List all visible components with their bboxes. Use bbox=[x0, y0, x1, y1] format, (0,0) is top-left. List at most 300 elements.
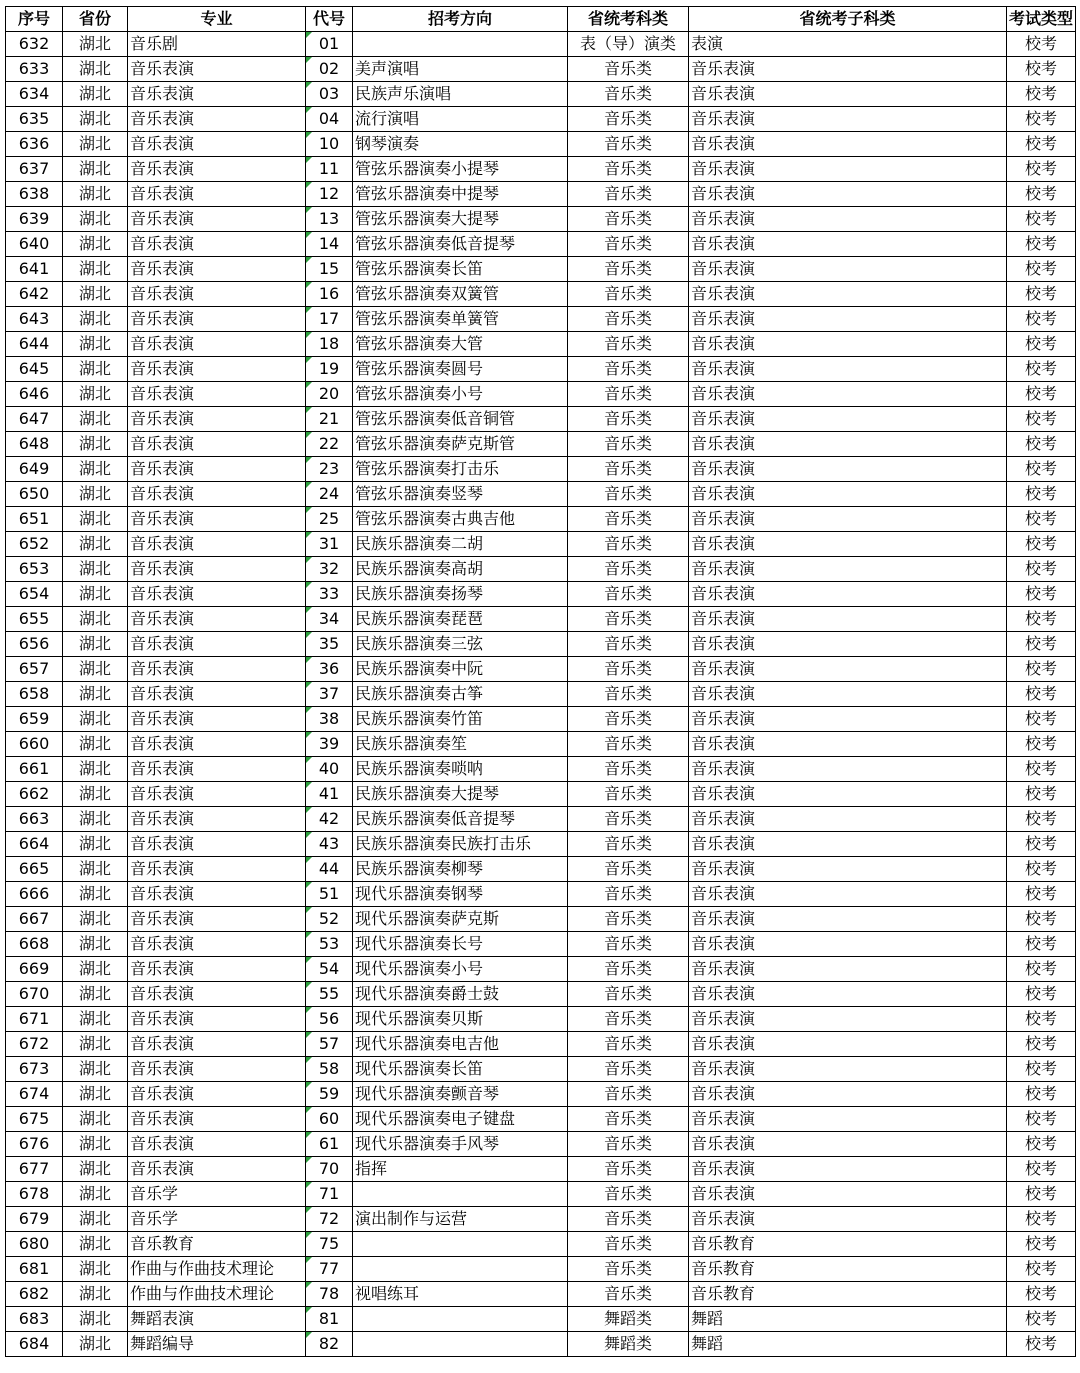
cell-code: 77 bbox=[306, 1257, 353, 1282]
table-row bbox=[6, 207, 1076, 232]
cell-province: 湖北 bbox=[63, 307, 128, 332]
cell-exam-type: 校考 bbox=[1007, 807, 1076, 832]
cell-exam-type: 校考 bbox=[1007, 932, 1076, 957]
cell-province: 湖北 bbox=[63, 832, 128, 857]
cell-exam-type: 校考 bbox=[1007, 1157, 1076, 1182]
cell-exam-type: 校考 bbox=[1007, 1132, 1076, 1157]
cell-direction: 现代乐器演奏颤音琴 bbox=[353, 1082, 568, 1107]
cell-province: 湖北 bbox=[63, 1182, 128, 1207]
table-row bbox=[6, 157, 1076, 182]
cell-exam-subcategory: 音乐表演 bbox=[689, 757, 1007, 782]
cell-exam-category: 音乐类 bbox=[568, 782, 689, 807]
cell-code: 54 bbox=[306, 957, 353, 982]
cell-exam-category: 音乐类 bbox=[568, 1182, 689, 1207]
header-direction: 招考方向 bbox=[353, 7, 568, 32]
cell-direction: 民族乐器演奏三弦 bbox=[353, 632, 568, 657]
cell-major: 音乐表演 bbox=[128, 1082, 306, 1107]
cell-index: 640 bbox=[6, 232, 63, 257]
admissions-table bbox=[5, 6, 1076, 1357]
table-row bbox=[6, 732, 1076, 757]
cell-major: 音乐表演 bbox=[128, 82, 306, 107]
cell-index: 659 bbox=[6, 707, 63, 732]
cell-index: 684 bbox=[6, 1332, 63, 1357]
cell-province: 湖北 bbox=[63, 382, 128, 407]
cell-index: 665 bbox=[6, 857, 63, 882]
cell-exam-category: 音乐类 bbox=[568, 207, 689, 232]
cell-index: 641 bbox=[6, 257, 63, 282]
cell-major: 音乐表演 bbox=[128, 857, 306, 882]
cell-exam-category: 音乐类 bbox=[568, 1082, 689, 1107]
cell-province: 湖北 bbox=[63, 457, 128, 482]
cell-major: 音乐表演 bbox=[128, 882, 306, 907]
cell-code: 24 bbox=[306, 482, 353, 507]
cell-direction bbox=[353, 32, 568, 57]
cell-exam-category: 音乐类 bbox=[568, 732, 689, 757]
table-row bbox=[6, 82, 1076, 107]
cell-exam-category: 音乐类 bbox=[568, 182, 689, 207]
cell-exam-type: 校考 bbox=[1007, 1307, 1076, 1332]
cell-exam-subcategory: 音乐表演 bbox=[689, 932, 1007, 957]
cell-direction: 视唱练耳 bbox=[353, 1282, 568, 1307]
table-row bbox=[6, 407, 1076, 432]
cell-province: 湖北 bbox=[63, 882, 128, 907]
cell-index: 655 bbox=[6, 607, 63, 632]
table-row bbox=[6, 57, 1076, 82]
cell-exam-category: 音乐类 bbox=[568, 657, 689, 682]
cell-major: 音乐表演 bbox=[128, 457, 306, 482]
cell-direction: 管弦乐器演奏圆号 bbox=[353, 357, 568, 382]
cell-code: 81 bbox=[306, 1307, 353, 1332]
cell-code: 23 bbox=[306, 457, 353, 482]
table-row bbox=[6, 807, 1076, 832]
cell-code: 33 bbox=[306, 582, 353, 607]
cell-code: 52 bbox=[306, 907, 353, 932]
cell-exam-subcategory: 音乐表演 bbox=[689, 632, 1007, 657]
cell-province: 湖北 bbox=[63, 507, 128, 532]
cell-exam-subcategory: 音乐表演 bbox=[689, 782, 1007, 807]
cell-index: 682 bbox=[6, 1282, 63, 1307]
cell-exam-subcategory: 音乐表演 bbox=[689, 232, 1007, 257]
cell-major: 音乐表演 bbox=[128, 232, 306, 257]
cell-major: 音乐表演 bbox=[128, 807, 306, 832]
cell-major: 音乐表演 bbox=[128, 832, 306, 857]
table-row bbox=[6, 607, 1076, 632]
cell-code: 82 bbox=[306, 1332, 353, 1357]
table-row bbox=[6, 232, 1076, 257]
cell-exam-subcategory: 音乐表演 bbox=[689, 857, 1007, 882]
cell-index: 654 bbox=[6, 582, 63, 607]
cell-direction: 民族声乐演唱 bbox=[353, 82, 568, 107]
header-exam-subcategory: 省统考子科类 bbox=[689, 7, 1007, 32]
table-row bbox=[6, 1082, 1076, 1107]
cell-exam-category: 音乐类 bbox=[568, 982, 689, 1007]
cell-major: 音乐表演 bbox=[128, 782, 306, 807]
cell-code: 61 bbox=[306, 1132, 353, 1157]
cell-exam-type: 校考 bbox=[1007, 707, 1076, 732]
cell-direction: 现代乐器演奏手风琴 bbox=[353, 1132, 568, 1157]
cell-code: 16 bbox=[306, 282, 353, 307]
cell-exam-type: 校考 bbox=[1007, 407, 1076, 432]
table-row bbox=[6, 1032, 1076, 1057]
cell-index: 671 bbox=[6, 1007, 63, 1032]
cell-exam-category: 音乐类 bbox=[568, 882, 689, 907]
table-row bbox=[6, 357, 1076, 382]
cell-exam-type: 校考 bbox=[1007, 1207, 1076, 1232]
cell-province: 湖北 bbox=[63, 1207, 128, 1232]
cell-direction: 管弦乐器演奏中提琴 bbox=[353, 182, 568, 207]
table-row bbox=[6, 332, 1076, 357]
cell-major: 作曲与作曲技术理论 bbox=[128, 1257, 306, 1282]
cell-exam-category: 音乐类 bbox=[568, 932, 689, 957]
cell-exam-type: 校考 bbox=[1007, 1182, 1076, 1207]
cell-index: 652 bbox=[6, 532, 63, 557]
table-row bbox=[6, 1332, 1076, 1357]
cell-direction bbox=[353, 1257, 568, 1282]
cell-exam-type: 校考 bbox=[1007, 82, 1076, 107]
cell-province: 湖北 bbox=[63, 657, 128, 682]
cell-province: 湖北 bbox=[63, 757, 128, 782]
cell-major: 音乐学 bbox=[128, 1182, 306, 1207]
cell-index: 681 bbox=[6, 1257, 63, 1282]
cell-exam-category: 音乐类 bbox=[568, 1282, 689, 1307]
cell-code: 36 bbox=[306, 657, 353, 682]
cell-province: 湖北 bbox=[63, 257, 128, 282]
cell-index: 649 bbox=[6, 457, 63, 482]
cell-major: 音乐表演 bbox=[128, 382, 306, 407]
table-row bbox=[6, 432, 1076, 457]
cell-direction bbox=[353, 1232, 568, 1257]
header-index: 序号 bbox=[6, 7, 63, 32]
cell-code: 10 bbox=[306, 132, 353, 157]
cell-direction: 管弦乐器演奏大管 bbox=[353, 332, 568, 357]
cell-index: 642 bbox=[6, 282, 63, 307]
cell-province: 湖北 bbox=[63, 582, 128, 607]
cell-code: 03 bbox=[306, 82, 353, 107]
cell-exam-subcategory: 音乐表演 bbox=[689, 207, 1007, 232]
cell-major: 音乐表演 bbox=[128, 1057, 306, 1082]
cell-direction: 管弦乐器演奏长笛 bbox=[353, 257, 568, 282]
cell-direction: 管弦乐器演奏双簧管 bbox=[353, 282, 568, 307]
cell-index: 675 bbox=[6, 1107, 63, 1132]
cell-province: 湖北 bbox=[63, 557, 128, 582]
cell-code: 37 bbox=[306, 682, 353, 707]
cell-exam-subcategory: 音乐表演 bbox=[689, 107, 1007, 132]
cell-direction: 民族乐器演奏低音提琴 bbox=[353, 807, 568, 832]
cell-exam-subcategory: 音乐表演 bbox=[689, 732, 1007, 757]
cell-code: 51 bbox=[306, 882, 353, 907]
cell-exam-type: 校考 bbox=[1007, 307, 1076, 332]
cell-exam-category: 音乐类 bbox=[568, 1232, 689, 1257]
cell-exam-category: 音乐类 bbox=[568, 632, 689, 657]
cell-exam-type: 校考 bbox=[1007, 982, 1076, 1007]
cell-direction: 民族乐器演奏大提琴 bbox=[353, 782, 568, 807]
cell-exam-subcategory: 音乐表演 bbox=[689, 1082, 1007, 1107]
cell-major: 音乐表演 bbox=[128, 1107, 306, 1132]
cell-index: 657 bbox=[6, 657, 63, 682]
cell-exam-category: 音乐类 bbox=[568, 807, 689, 832]
cell-exam-type: 校考 bbox=[1007, 607, 1076, 632]
cell-exam-category: 音乐类 bbox=[568, 957, 689, 982]
cell-exam-category: 音乐类 bbox=[568, 407, 689, 432]
table-row bbox=[6, 1282, 1076, 1307]
cell-code: 39 bbox=[306, 732, 353, 757]
table-row bbox=[6, 1007, 1076, 1032]
cell-exam-type: 校考 bbox=[1007, 32, 1076, 57]
cell-province: 湖北 bbox=[63, 532, 128, 557]
cell-code: 34 bbox=[306, 607, 353, 632]
cell-exam-category: 音乐类 bbox=[568, 832, 689, 857]
cell-exam-type: 校考 bbox=[1007, 757, 1076, 782]
cell-code: 75 bbox=[306, 1232, 353, 1257]
cell-province: 湖北 bbox=[63, 432, 128, 457]
cell-exam-category: 音乐类 bbox=[568, 57, 689, 82]
cell-direction: 现代乐器演奏长笛 bbox=[353, 1057, 568, 1082]
cell-major: 音乐表演 bbox=[128, 357, 306, 382]
table-row bbox=[6, 982, 1076, 1007]
cell-index: 635 bbox=[6, 107, 63, 132]
table-row bbox=[6, 532, 1076, 557]
cell-code: 14 bbox=[306, 232, 353, 257]
cell-direction: 管弦乐器演奏低音提琴 bbox=[353, 232, 568, 257]
cell-direction: 现代乐器演奏爵士鼓 bbox=[353, 982, 568, 1007]
cell-index: 673 bbox=[6, 1057, 63, 1082]
table-row bbox=[6, 182, 1076, 207]
cell-major: 音乐表演 bbox=[128, 1132, 306, 1157]
table-row bbox=[6, 632, 1076, 657]
cell-index: 633 bbox=[6, 57, 63, 82]
cell-exam-category: 音乐类 bbox=[568, 357, 689, 382]
cell-exam-category: 音乐类 bbox=[568, 482, 689, 507]
cell-exam-subcategory: 音乐表演 bbox=[689, 707, 1007, 732]
cell-exam-category: 音乐类 bbox=[568, 532, 689, 557]
header-province: 省份 bbox=[63, 7, 128, 32]
cell-major: 音乐表演 bbox=[128, 432, 306, 457]
cell-index: 661 bbox=[6, 757, 63, 782]
cell-index: 648 bbox=[6, 432, 63, 457]
cell-direction: 民族乐器演奏高胡 bbox=[353, 557, 568, 582]
cell-province: 湖北 bbox=[63, 682, 128, 707]
cell-index: 664 bbox=[6, 832, 63, 857]
cell-index: 650 bbox=[6, 482, 63, 507]
table-row bbox=[6, 907, 1076, 932]
cell-exam-type: 校考 bbox=[1007, 432, 1076, 457]
cell-code: 40 bbox=[306, 757, 353, 782]
cell-exam-category: 音乐类 bbox=[568, 1107, 689, 1132]
cell-province: 湖北 bbox=[63, 807, 128, 832]
cell-exam-category: 音乐类 bbox=[568, 282, 689, 307]
cell-province: 湖北 bbox=[63, 107, 128, 132]
cell-exam-subcategory: 音乐表演 bbox=[689, 1107, 1007, 1132]
cell-code: 72 bbox=[306, 1207, 353, 1232]
cell-index: 662 bbox=[6, 782, 63, 807]
cell-exam-subcategory: 音乐表演 bbox=[689, 1032, 1007, 1057]
cell-exam-subcategory: 音乐表演 bbox=[689, 682, 1007, 707]
cell-index: 645 bbox=[6, 357, 63, 382]
cell-province: 湖北 bbox=[63, 132, 128, 157]
cell-major: 音乐表演 bbox=[128, 1157, 306, 1182]
table-row bbox=[6, 507, 1076, 532]
cell-province: 湖北 bbox=[63, 957, 128, 982]
cell-exam-subcategory: 音乐表演 bbox=[689, 282, 1007, 307]
cell-exam-type: 校考 bbox=[1007, 532, 1076, 557]
cell-index: 646 bbox=[6, 382, 63, 407]
cell-code: 59 bbox=[306, 1082, 353, 1107]
cell-code: 32 bbox=[306, 557, 353, 582]
cell-exam-subcategory: 音乐表演 bbox=[689, 357, 1007, 382]
header-major: 专业 bbox=[128, 7, 306, 32]
cell-province: 湖北 bbox=[63, 57, 128, 82]
cell-exam-type: 校考 bbox=[1007, 1007, 1076, 1032]
cell-exam-type: 校考 bbox=[1007, 557, 1076, 582]
cell-major: 音乐表演 bbox=[128, 332, 306, 357]
cell-exam-subcategory: 音乐表演 bbox=[689, 1132, 1007, 1157]
cell-exam-subcategory: 音乐表演 bbox=[689, 907, 1007, 932]
cell-exam-category: 音乐类 bbox=[568, 1207, 689, 1232]
cell-exam-category: 音乐类 bbox=[568, 1007, 689, 1032]
cell-direction: 民族乐器演奏琵琶 bbox=[353, 607, 568, 632]
cell-exam-type: 校考 bbox=[1007, 357, 1076, 382]
cell-exam-subcategory: 音乐表演 bbox=[689, 182, 1007, 207]
cell-exam-category: 音乐类 bbox=[568, 307, 689, 332]
cell-province: 湖北 bbox=[63, 1257, 128, 1282]
cell-exam-category: 音乐类 bbox=[568, 1157, 689, 1182]
cell-major: 音乐表演 bbox=[128, 157, 306, 182]
cell-province: 湖北 bbox=[63, 32, 128, 57]
cell-code: 58 bbox=[306, 1057, 353, 1082]
cell-index: 639 bbox=[6, 207, 63, 232]
table-row bbox=[6, 132, 1076, 157]
cell-province: 湖北 bbox=[63, 1007, 128, 1032]
cell-code: 17 bbox=[306, 307, 353, 332]
cell-province: 湖北 bbox=[63, 482, 128, 507]
cell-exam-subcategory: 音乐表演 bbox=[689, 482, 1007, 507]
cell-province: 湖北 bbox=[63, 1057, 128, 1082]
cell-exam-subcategory: 音乐表演 bbox=[689, 1207, 1007, 1232]
cell-major: 音乐表演 bbox=[128, 757, 306, 782]
cell-province: 湖北 bbox=[63, 407, 128, 432]
cell-exam-type: 校考 bbox=[1007, 632, 1076, 657]
cell-code: 42 bbox=[306, 807, 353, 832]
cell-major: 音乐表演 bbox=[128, 257, 306, 282]
cell-exam-type: 校考 bbox=[1007, 732, 1076, 757]
table-row bbox=[6, 307, 1076, 332]
cell-exam-type: 校考 bbox=[1007, 507, 1076, 532]
cell-code: 19 bbox=[306, 357, 353, 382]
cell-major: 音乐表演 bbox=[128, 282, 306, 307]
cell-direction: 民族乐器演奏二胡 bbox=[353, 532, 568, 557]
cell-index: 643 bbox=[6, 307, 63, 332]
table-row bbox=[6, 582, 1076, 607]
cell-major: 舞蹈编导 bbox=[128, 1332, 306, 1357]
cell-major: 音乐表演 bbox=[128, 607, 306, 632]
cell-major: 音乐教育 bbox=[128, 1232, 306, 1257]
cell-code: 70 bbox=[306, 1157, 353, 1182]
cell-exam-subcategory: 音乐表演 bbox=[689, 1007, 1007, 1032]
table-row bbox=[6, 282, 1076, 307]
cell-exam-subcategory: 音乐表演 bbox=[689, 407, 1007, 432]
cell-province: 湖北 bbox=[63, 907, 128, 932]
cell-exam-type: 校考 bbox=[1007, 957, 1076, 982]
cell-exam-type: 校考 bbox=[1007, 832, 1076, 857]
cell-major: 音乐表演 bbox=[128, 557, 306, 582]
cell-direction: 管弦乐器演奏小号 bbox=[353, 382, 568, 407]
cell-province: 湖北 bbox=[63, 82, 128, 107]
cell-direction: 管弦乐器演奏古典吉他 bbox=[353, 507, 568, 532]
cell-direction: 管弦乐器演奏低音铜管 bbox=[353, 407, 568, 432]
cell-province: 湖北 bbox=[63, 1082, 128, 1107]
cell-index: 674 bbox=[6, 1082, 63, 1107]
cell-code: 02 bbox=[306, 57, 353, 82]
table-row bbox=[6, 1182, 1076, 1207]
cell-exam-category: 音乐类 bbox=[568, 757, 689, 782]
cell-direction bbox=[353, 1332, 568, 1357]
cell-exam-subcategory: 音乐表演 bbox=[689, 57, 1007, 82]
cell-exam-subcategory: 音乐表演 bbox=[689, 157, 1007, 182]
cell-exam-subcategory: 音乐表演 bbox=[689, 607, 1007, 632]
cell-direction: 演出制作与运营 bbox=[353, 1207, 568, 1232]
table-row bbox=[6, 107, 1076, 132]
cell-major: 音乐表演 bbox=[128, 507, 306, 532]
cell-exam-type: 校考 bbox=[1007, 282, 1076, 307]
cell-code: 53 bbox=[306, 932, 353, 957]
cell-province: 湖北 bbox=[63, 732, 128, 757]
table-row bbox=[6, 782, 1076, 807]
cell-exam-subcategory: 音乐表演 bbox=[689, 432, 1007, 457]
table-row bbox=[6, 957, 1076, 982]
cell-exam-subcategory: 音乐表演 bbox=[689, 882, 1007, 907]
cell-exam-subcategory: 音乐表演 bbox=[689, 82, 1007, 107]
cell-exam-subcategory: 音乐表演 bbox=[689, 657, 1007, 682]
cell-exam-type: 校考 bbox=[1007, 57, 1076, 82]
cell-exam-category: 音乐类 bbox=[568, 157, 689, 182]
cell-major: 音乐表演 bbox=[128, 1032, 306, 1057]
cell-direction: 钢琴演奏 bbox=[353, 132, 568, 157]
cell-code: 57 bbox=[306, 1032, 353, 1057]
cell-exam-type: 校考 bbox=[1007, 457, 1076, 482]
cell-exam-type: 校考 bbox=[1007, 132, 1076, 157]
cell-exam-category: 音乐类 bbox=[568, 857, 689, 882]
cell-major: 音乐表演 bbox=[128, 657, 306, 682]
cell-exam-type: 校考 bbox=[1007, 382, 1076, 407]
cell-exam-category: 音乐类 bbox=[568, 507, 689, 532]
cell-code: 01 bbox=[306, 32, 353, 57]
cell-exam-type: 校考 bbox=[1007, 1107, 1076, 1132]
cell-code: 55 bbox=[306, 982, 353, 1007]
table-row bbox=[6, 1057, 1076, 1082]
cell-province: 湖北 bbox=[63, 932, 128, 957]
cell-direction: 管弦乐器演奏大提琴 bbox=[353, 207, 568, 232]
cell-exam-category: 音乐类 bbox=[568, 582, 689, 607]
header-code: 代号 bbox=[306, 7, 353, 32]
cell-exam-subcategory: 音乐表演 bbox=[689, 1057, 1007, 1082]
table-row bbox=[6, 1207, 1076, 1232]
cell-exam-type: 校考 bbox=[1007, 682, 1076, 707]
cell-major: 音乐表演 bbox=[128, 707, 306, 732]
cell-province: 湖北 bbox=[63, 1332, 128, 1357]
cell-major: 作曲与作曲技术理论 bbox=[128, 1282, 306, 1307]
cell-index: 636 bbox=[6, 132, 63, 157]
cell-province: 湖北 bbox=[63, 1282, 128, 1307]
cell-province: 湖北 bbox=[63, 207, 128, 232]
cell-exam-category: 音乐类 bbox=[568, 432, 689, 457]
table-row bbox=[6, 1132, 1076, 1157]
table-row bbox=[6, 457, 1076, 482]
cell-code: 15 bbox=[306, 257, 353, 282]
cell-index: 670 bbox=[6, 982, 63, 1007]
cell-exam-subcategory: 音乐表演 bbox=[689, 332, 1007, 357]
cell-index: 679 bbox=[6, 1207, 63, 1232]
cell-code: 25 bbox=[306, 507, 353, 532]
